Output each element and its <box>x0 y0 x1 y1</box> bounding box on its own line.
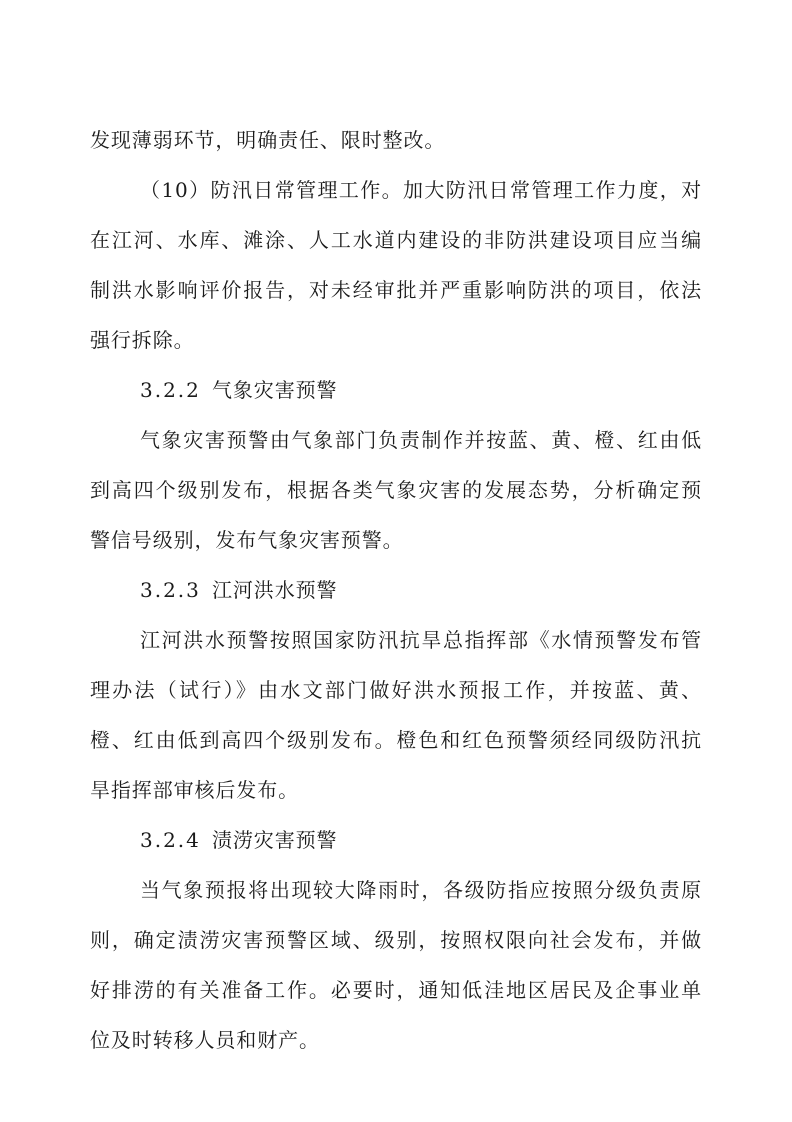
text-line: 气象灾害预警由气象部门负责制作并按蓝、黄、橙、红由低 <box>140 428 702 452</box>
text-line: 到高四个级别发布，根据各类气象灾害的发展态势，分析确定预 <box>90 478 702 502</box>
section-heading <box>140 826 337 854</box>
section-heading <box>140 376 337 404</box>
text-line: 则，确定渍涝灾害预警区域、级别，按照权限向社会发布，并做 <box>90 928 702 952</box>
section-title: 气象灾害预警 <box>212 378 338 402</box>
text-line: 当气象预报将出现较大降雨时，各级防指应按照分级负责原 <box>140 878 702 902</box>
section-title: 渍涝灾害预警 <box>212 828 338 852</box>
section-number: 3.2.3 <box>140 578 201 602</box>
text-line: 理办法（试行）》由水文部门做好洪水预报工作，并按蓝、黄、 <box>90 678 702 702</box>
text-line: 制洪水影响评价报告，对未经审批并严重影响防洪的项目，依法 <box>90 278 702 302</box>
text-line: （10）防汛日常管理工作。加大防汛日常管理工作力度，对 <box>140 178 702 202</box>
text-line: 发现薄弱环节，明确责任、限时整改。 <box>90 128 446 152</box>
text-line: 橙、红由低到高四个级别发布。橙色和红色预警须经同级防汛抗 <box>90 728 702 752</box>
text-line: 江河洪水预警按照国家防汛抗旱总指挥部《水情预警发布管 <box>140 628 702 652</box>
text-line: 位及时转移人员和财产。 <box>90 1028 320 1052</box>
text-line: 警信号级别，发布气象灾害预警。 <box>90 528 404 552</box>
text-line: 在江河、水库、滩涂、人工水道内建设的非防洪建设项目应当编 <box>90 228 702 252</box>
section-title: 江河洪水预警 <box>212 578 338 602</box>
text-line: 好排涝的有关准备工作。必要时，通知低洼地区居民及企事业单 <box>90 978 702 1002</box>
section-heading <box>140 576 337 604</box>
text-line: 旱指挥部审核后发布。 <box>90 778 299 802</box>
text-line: 强行拆除。 <box>90 328 195 352</box>
section-number: 3.2.2 <box>140 378 201 402</box>
section-number: 3.2.4 <box>140 828 201 852</box>
